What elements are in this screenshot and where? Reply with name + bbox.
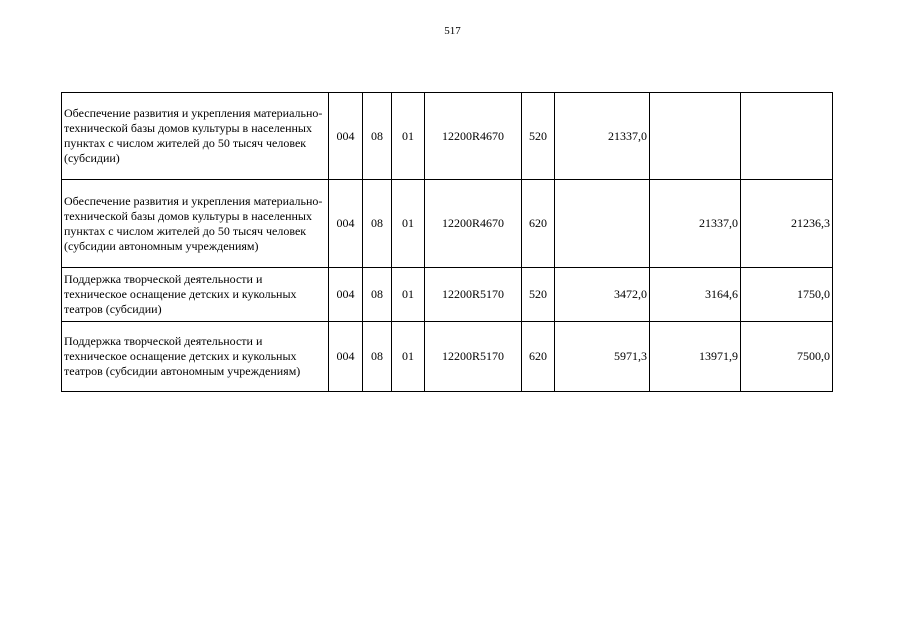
- row-amount-year-2: [650, 93, 741, 180]
- row-description: Обеспечение развития и укрепления материально-технической базы домов культуры в населенных пунктах с числом жителей до 50 тысяч человек (субсидии): [62, 93, 329, 180]
- row-amount-year-3: 1750,0: [741, 268, 833, 322]
- table-row: [62, 268, 833, 322]
- row-ministry-code: 004: [329, 322, 363, 392]
- row-expense-type-code: 620: [522, 322, 555, 392]
- row-ministry-code: 004: [329, 93, 363, 180]
- row-ministry-code: 004: [329, 268, 363, 322]
- row-description: Обеспечение развития и укрепления материально-технической базы домов культуры в населенных пунктах с числом жителей до 50 тысяч человек (субсидии автономным учреждениям): [62, 180, 329, 268]
- row-target-item-code: 12200R4670: [425, 93, 522, 180]
- row-amount-year-2: 13971,9: [650, 322, 741, 392]
- row-amount-year-1: [555, 180, 650, 268]
- row-ministry-code: 004: [329, 180, 363, 268]
- row-section-code: 08: [363, 93, 392, 180]
- row-amount-year-1: 3472,0: [555, 268, 650, 322]
- row-amount-year-2: 21337,0: [650, 180, 741, 268]
- row-section-code: 08: [363, 268, 392, 322]
- row-subsection-code: 01: [392, 322, 425, 392]
- row-subsection-code: 01: [392, 180, 425, 268]
- table-row: [62, 180, 833, 268]
- row-expense-type-code: 620: [522, 180, 555, 268]
- row-amount-year-2: 3164,6: [650, 268, 741, 322]
- row-description: Поддержка творческой деятельности и техническое оснащение детских и кукольных театров (субсидии автономным учреждениям): [62, 322, 329, 392]
- row-amount-year-3: [741, 93, 833, 180]
- row-subsection-code: 01: [392, 268, 425, 322]
- row-expense-type-code: 520: [522, 93, 555, 180]
- row-amount-year-3: 7500,0: [741, 322, 833, 392]
- row-expense-type-code: 520: [522, 268, 555, 322]
- row-amount-year-1: 21337,0: [555, 93, 650, 180]
- row-section-code: 08: [363, 180, 392, 268]
- budget-table: [61, 92, 833, 392]
- row-section-code: 08: [363, 322, 392, 392]
- row-target-item-code: 12200R4670: [425, 180, 522, 268]
- row-description: Поддержка творческой деятельности и техническое оснащение детских и кукольных театров (субсидии): [62, 268, 329, 322]
- row-subsection-code: 01: [392, 93, 425, 180]
- table-row: [62, 93, 833, 180]
- row-amount-year-3: 21236,3: [741, 180, 833, 268]
- row-target-item-code: 12200R5170: [425, 322, 522, 392]
- row-target-item-code: 12200R5170: [425, 268, 522, 322]
- table-row: [62, 322, 833, 392]
- row-amount-year-1: 5971,3: [555, 322, 650, 392]
- page-number: 517: [444, 25, 461, 37]
